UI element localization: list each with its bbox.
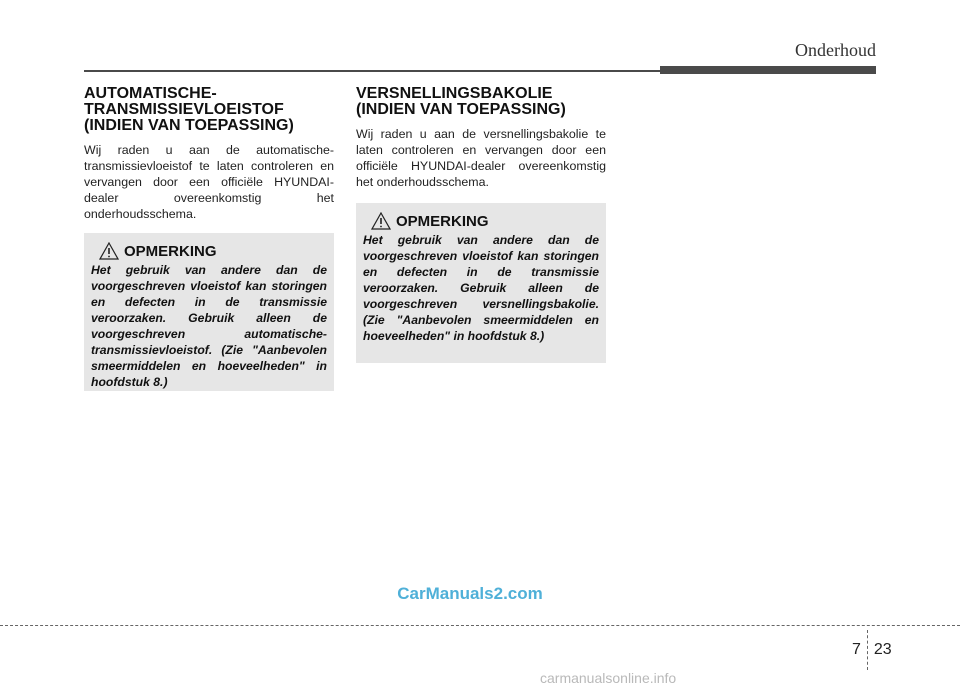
warning-triangle-icon	[99, 242, 119, 260]
left-heading-line: (INDIEN VAN TOEPASSING)	[84, 117, 294, 134]
page-number-divider	[867, 630, 868, 670]
right-note-box	[356, 203, 606, 363]
header-rule	[84, 70, 660, 72]
footer-rule	[0, 625, 960, 626]
left-note-title: OPMERKING	[124, 242, 217, 260]
left-heading-line: TRANSMISSIEVLOEISTOF	[84, 101, 284, 118]
right-heading	[356, 86, 606, 118]
left-note-text: Het gebruik van andere dan de voorgeschreven vloeistof kan storingen en defecten in de transmissie veroorzaken. Gebruik alleen de voorgeschreven automatische-transmissievloeistof. (Zie "Aanbevolen smeermiddelen en hoeveelheden" in hoofdstuk 8.)	[91, 263, 327, 389]
chapter-number: 7	[852, 641, 861, 658]
right-body-text: Wij raden u aan de versnellingsbakolie te laten controleren en vervangen door een officiële HYUNDAI-dealer overeenkomstig het onderhoudsschema.	[356, 127, 606, 189]
page-number-value: 23	[873, 641, 892, 658]
left-note-header	[99, 242, 327, 260]
right-heading-line: (INDIEN VAN TOEPASSING)	[356, 101, 566, 118]
section-title: Onderhoud	[795, 40, 876, 60]
left-body-text: Wij raden u aan de automatische-transmissievloeistof te laten controleren en vervangen door een officiële HYUNDAI-dealer overeenkomstig het onderhoudsschema.	[84, 143, 334, 221]
right-note-title: OPMERKING	[396, 212, 489, 230]
bottom-watermark: carmanualsonline.info	[540, 670, 677, 686]
right-note-header	[371, 212, 599, 230]
right-heading-line: VERSNELLINGSBAKOLIE	[356, 85, 553, 102]
warning-triangle-icon	[371, 212, 391, 230]
left-note-box	[84, 233, 334, 391]
left-column	[84, 86, 334, 222]
right-column	[356, 86, 606, 190]
right-note-text: Het gebruik van andere dan de voorgeschreven vloeistof kan storingen en defecten in de transmissie veroorzaken. Gebruik alleen de voorgeschreven versnellingsbakolie. (Zie "Aanbevolen smeermiddelen en hoeveelheden" in hoofdstuk 8.)	[363, 233, 599, 343]
page-number	[852, 630, 892, 670]
left-heading-line: AUTOMATISCHE-	[84, 85, 217, 102]
left-heading	[84, 86, 334, 134]
watermark-link[interactable]: CarManuals2.com	[397, 584, 543, 603]
header-bar	[660, 66, 876, 74]
